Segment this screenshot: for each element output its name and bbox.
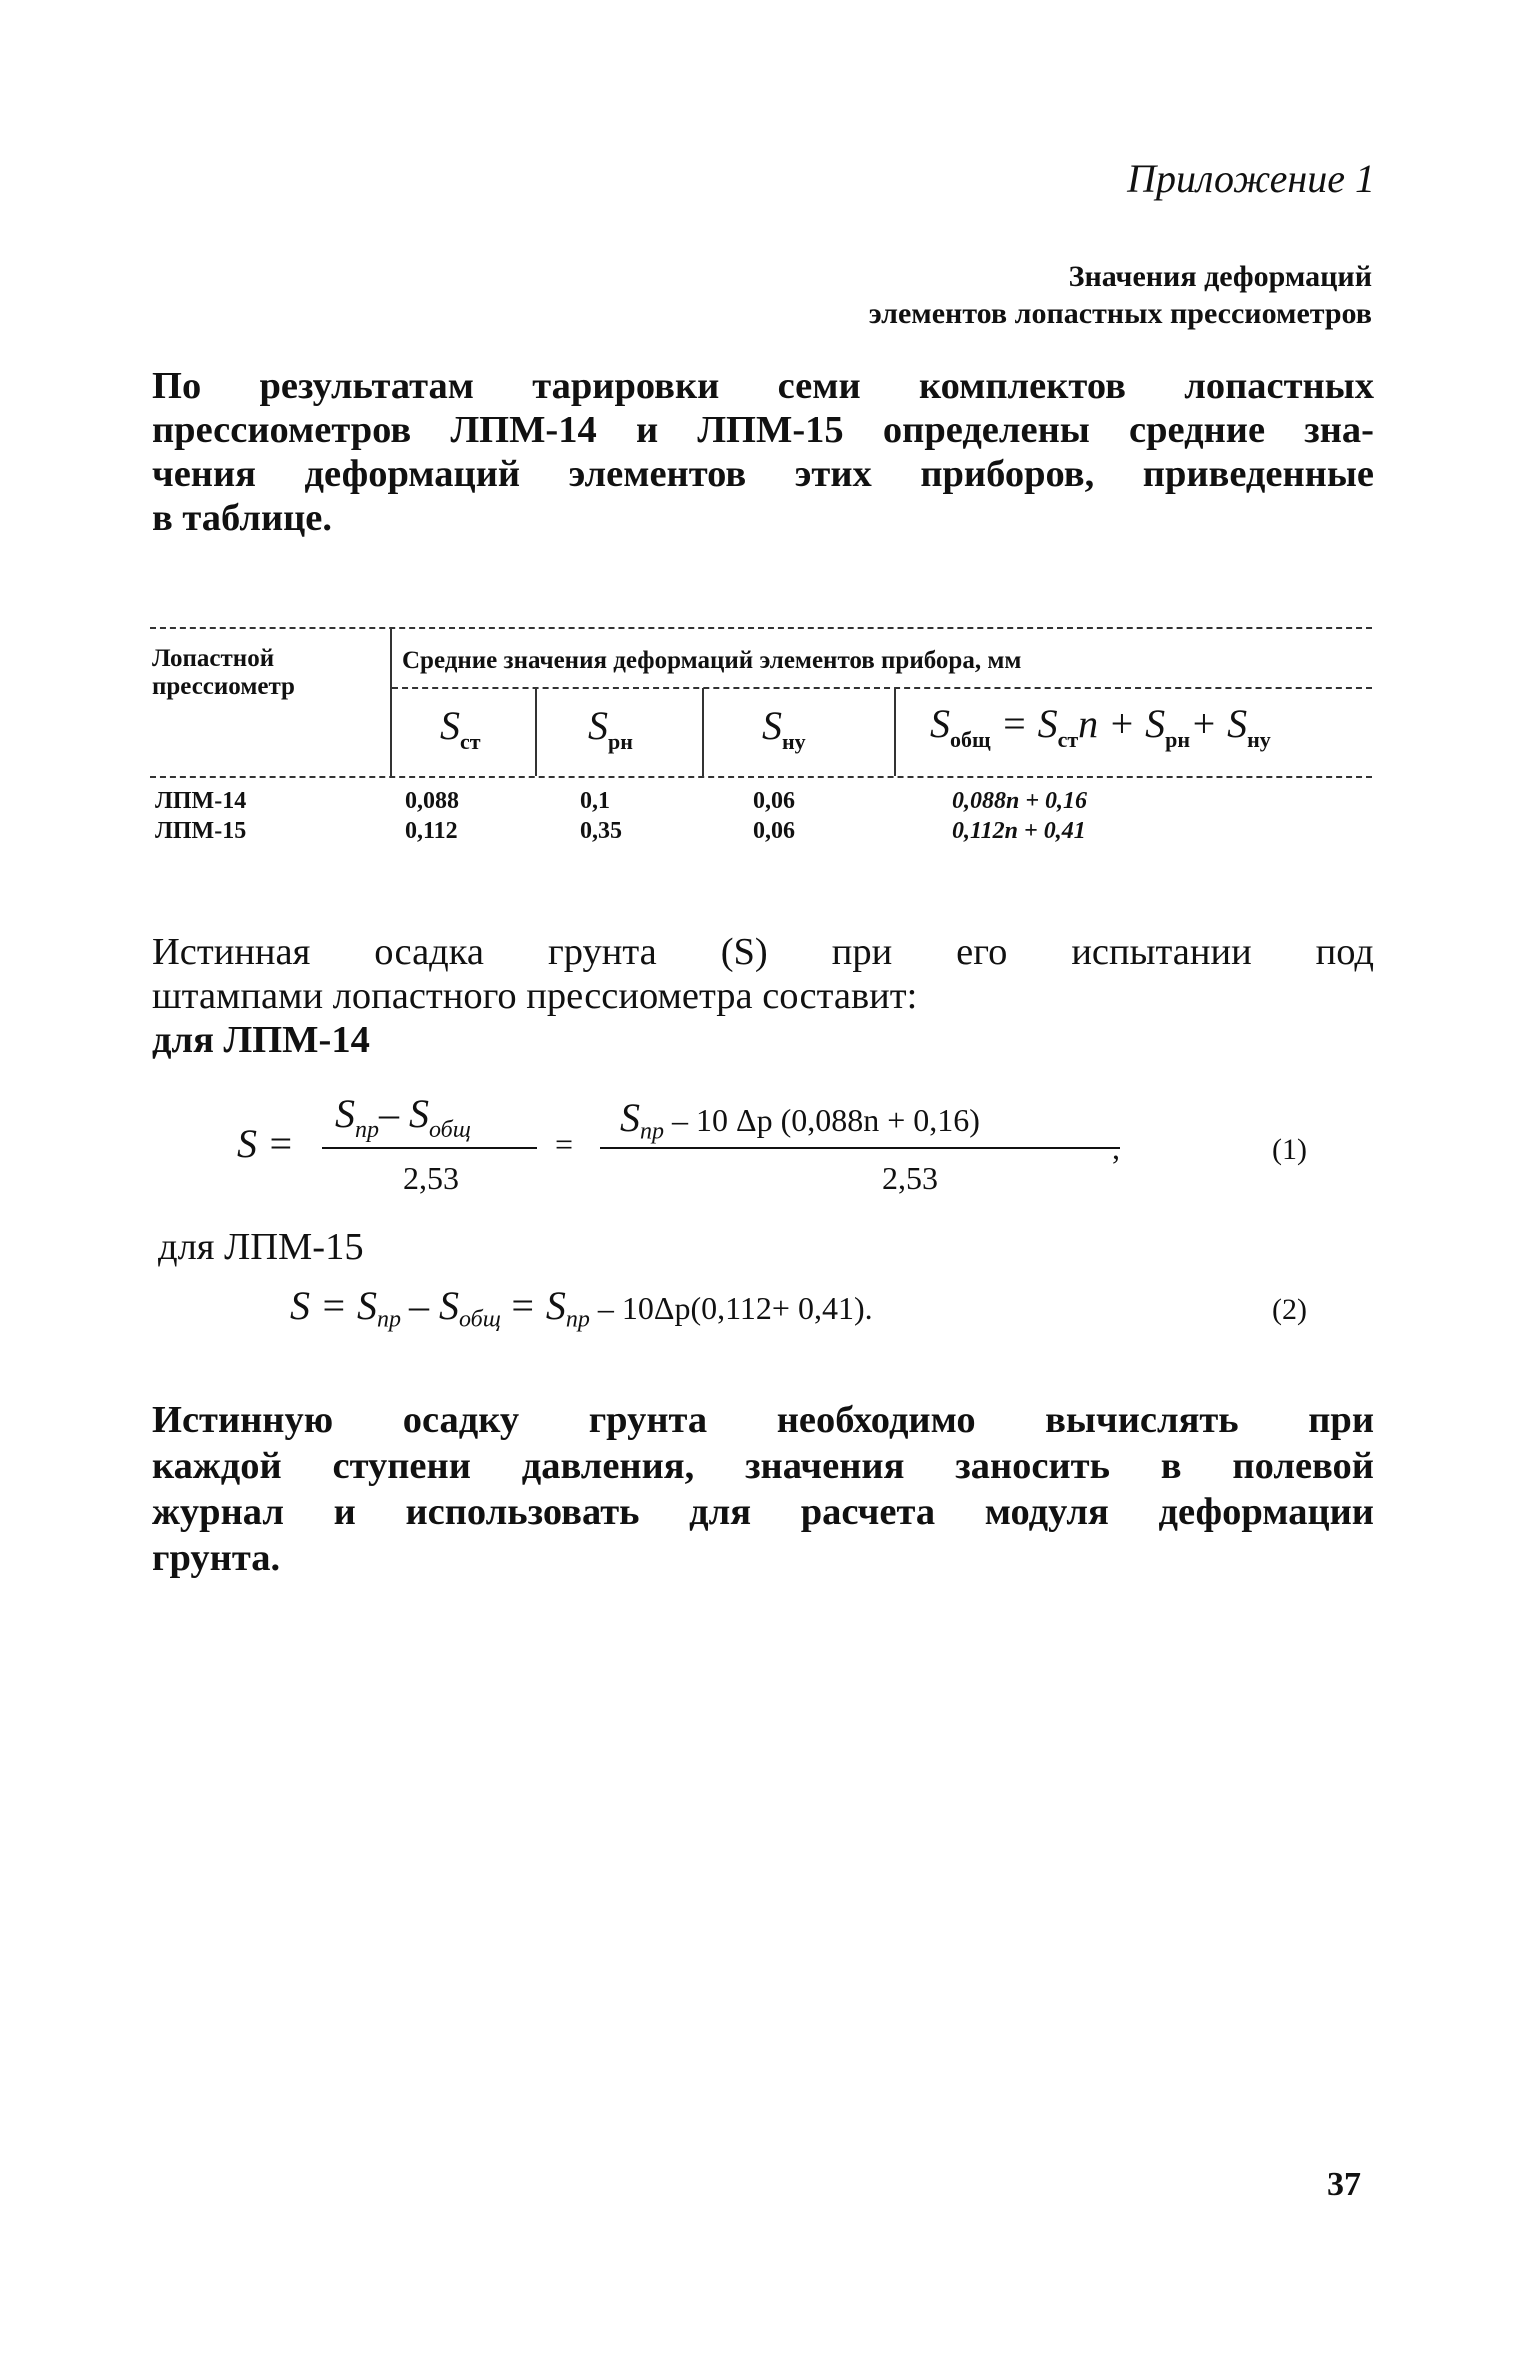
sub-header-s-total — [930, 700, 1271, 753]
sym-sub: ну — [1247, 727, 1271, 752]
formula1-equals: = — [555, 1126, 574, 1162]
var-s: S = S — [290, 1283, 377, 1328]
section-title-line2: элементов лопастных прессиометров — [868, 297, 1372, 330]
formula1-numerator1 — [335, 1090, 471, 1144]
var-s: S — [620, 1095, 640, 1140]
cell-s-ny: 0,06 — [753, 818, 795, 844]
fraction-bar — [322, 1147, 537, 1149]
equation-number-2: (2) — [1272, 1293, 1307, 1326]
sym-sub: ст — [1057, 727, 1079, 752]
para3-line: Истинную осадку грунта необходимо вычислять при — [152, 1399, 1374, 1441]
for-lpm15-label: для ЛПМ-15 — [158, 1226, 364, 1268]
cell-s-rn: 0,1 — [580, 788, 610, 814]
cell-s-ny: 0,06 — [753, 788, 795, 814]
conclusion-paragraph — [152, 1397, 1374, 1581]
var-s: – S — [409, 1283, 459, 1328]
sym-expr: + S — [1190, 701, 1248, 746]
table-col-divider — [390, 628, 392, 776]
intro-line: чения деформаций элементов этих приборов, приведенные — [152, 453, 1374, 495]
sub-header-s-st — [440, 702, 481, 755]
sym-s: S — [930, 701, 950, 746]
sym-s: S — [762, 703, 782, 748]
sym-sub: рн — [1165, 727, 1191, 752]
sym-sub: ст — [460, 729, 481, 754]
table-header-bottom-rule — [150, 776, 1372, 778]
col-header-device-line1: Лопастной — [152, 645, 275, 672]
var-sub: пр — [377, 1306, 401, 1333]
para2-line: для ЛПМ-14 — [152, 1019, 370, 1061]
var-sub: общ — [429, 1117, 471, 1143]
para2-line-text: Истинная осадка грунта (S) при его испытании под — [152, 931, 1374, 973]
appendix-label: Приложение 1 — [1127, 156, 1375, 201]
sym-sub: ну — [782, 729, 806, 754]
sub-header-s-ny — [762, 702, 806, 755]
var-sub: пр — [640, 1118, 664, 1145]
sym-sub: общ — [950, 727, 991, 752]
formula1-expr: – 10 Δp (0,088n + 0,16) — [672, 1102, 980, 1138]
table-top-rule — [150, 627, 1372, 629]
var-s: = S — [508, 1283, 566, 1328]
cell-s-rn: 0,35 — [580, 818, 622, 844]
row-name: ЛПМ-15 — [155, 818, 247, 844]
cell-s-st: 0,112 — [405, 818, 458, 844]
intro-paragraph — [152, 364, 1374, 540]
sym-expr: = S — [1000, 701, 1058, 746]
formula-2 — [290, 1282, 873, 1333]
row-name: ЛПМ-14 — [155, 788, 247, 814]
var-s: – S — [379, 1091, 429, 1136]
table-col-divider — [702, 688, 704, 776]
intro-line: в таблице. — [152, 497, 333, 539]
cell-s-total: 0,112n + 0,41 — [952, 818, 1086, 844]
section-title-line1: Значения деформаций — [1068, 260, 1372, 293]
table-col-divider — [535, 688, 537, 776]
table-col-divider — [894, 688, 896, 776]
group-header: Средние значения деформаций элементов прибора, мм — [402, 647, 1022, 674]
sym-expr: n + S — [1078, 701, 1166, 746]
para3-line: каждой ступени давления, значения заносить в полевой — [152, 1445, 1374, 1487]
formula1-numerator2 — [620, 1094, 980, 1145]
sub-header-s-rn — [588, 702, 633, 755]
var-s: S — [335, 1091, 355, 1136]
para3-line: журнал и использовать для расчета модуля деформации — [152, 1491, 1374, 1533]
var-sub: общ — [459, 1306, 501, 1333]
formula1-denominator2: 2,53 — [882, 1160, 938, 1196]
sym-s: S — [588, 703, 608, 748]
cell-s-st: 0,088 — [405, 788, 459, 814]
para2-line: штампами лопастного прессиометра составит: — [152, 975, 918, 1017]
formula2-expr: – 10Δp(0,112+ 0,41). — [597, 1290, 873, 1326]
intro-line: По результатам тарировки семи комплектов лопастных — [152, 365, 1374, 407]
equation-number-1: (1) — [1272, 1133, 1307, 1166]
fraction-bar — [600, 1147, 1120, 1149]
intro-line: прессиометров ЛПМ-14 и ЛПМ-15 определены средние зна- — [152, 409, 1374, 451]
cell-s-total: 0,088n + 0,16 — [952, 788, 1088, 814]
formula1-lhs: S = — [237, 1121, 294, 1166]
var-sub: пр — [355, 1117, 379, 1143]
para2-line — [152, 930, 1374, 974]
col-header-device — [152, 645, 295, 701]
page-number: 37 — [1327, 2166, 1361, 2203]
sym-s: S — [440, 703, 460, 748]
sym-sub: рн — [608, 729, 633, 754]
col-header-device-line2: прессиометр — [152, 673, 295, 700]
formula1-comma: , — [1112, 1130, 1120, 1166]
para3-line: грунта. — [152, 1537, 281, 1579]
settlement-paragraph — [152, 930, 1374, 1062]
table-mid-rule — [392, 687, 1372, 689]
formula1-denominator1: 2,53 — [403, 1160, 459, 1196]
var-sub: пр — [565, 1306, 590, 1333]
